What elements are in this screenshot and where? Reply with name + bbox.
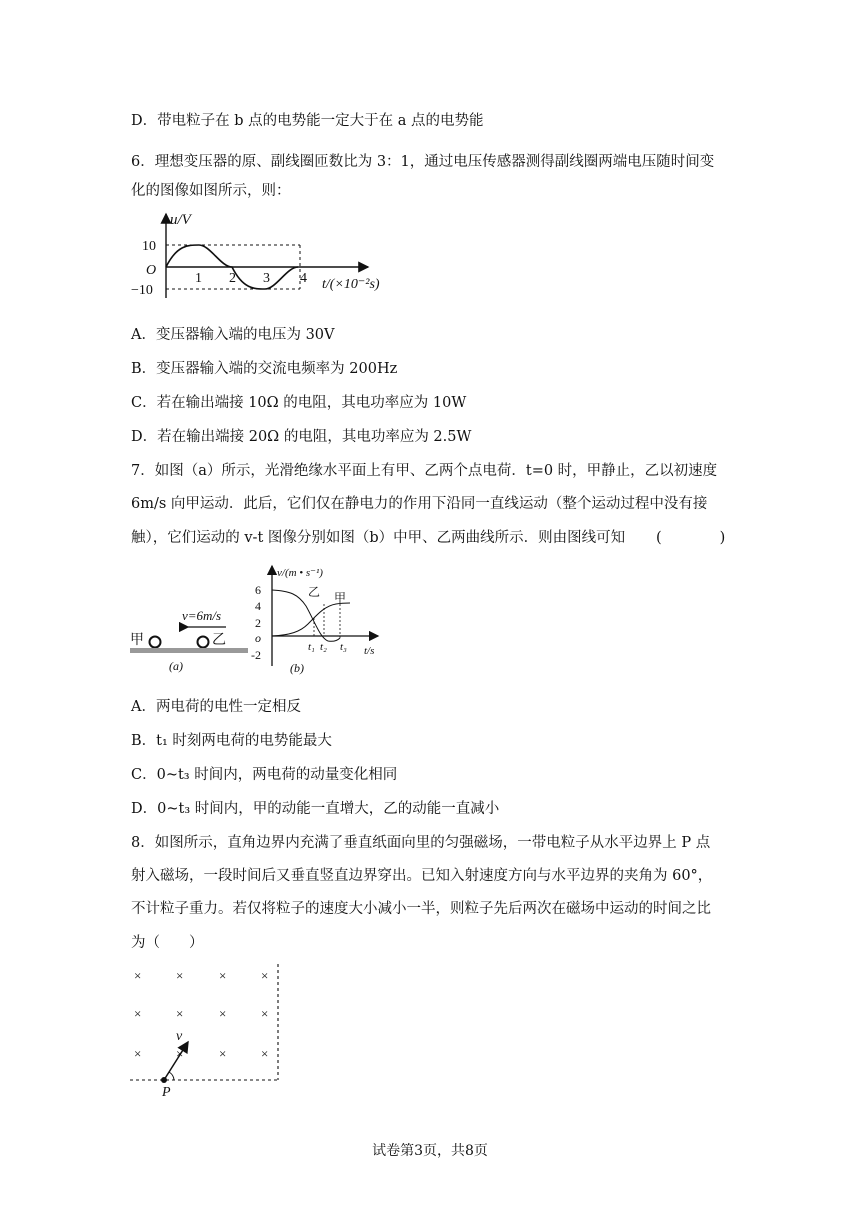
q7-figure-b xyxy=(250,560,395,680)
q7a-charge-yi xyxy=(198,637,209,648)
q6-x-tick-2: 2 xyxy=(229,271,236,286)
q7a-charge-jia-label: 甲 xyxy=(130,633,144,648)
q7a-caption: (a) xyxy=(169,659,183,673)
field-mark: × xyxy=(176,968,184,983)
q7b-curve-yi xyxy=(272,590,340,641)
field-mark: × xyxy=(219,968,227,983)
q7b-curve-yi-label: 乙 xyxy=(308,585,321,599)
q7a-charge-yi-label: 乙 xyxy=(212,633,226,648)
q6-stem-line-2: 化的图像如图所示，则： xyxy=(131,183,291,199)
q7b-curve-jia xyxy=(272,603,350,636)
q7b-x-tick-t1: t₁ xyxy=(308,641,315,653)
q7-option-a: A．两电荷的电性一定相反 xyxy=(131,699,301,715)
velocity-label: v xyxy=(176,1029,183,1044)
q6-x-tick-3: 3 xyxy=(263,271,270,286)
q8-stem-line-3: 不计粒子重力。若仅将粒子的速度大小减小一半，则粒子先后两次在磁场中运动的时间之比 xyxy=(131,901,711,917)
q6-y-axis-label: u/V xyxy=(170,212,191,228)
q7a-velocity-label: v=6m/s xyxy=(182,608,222,623)
q7b-y-axis-label: v/(m • s⁻¹) xyxy=(277,567,323,579)
q7-stem-line-2: 6m/s 向甲运动．此后，它们仅在静电力的作用下沿同一直线运动（整个运动过程中没有接 xyxy=(131,496,708,512)
q6-voltage-graph xyxy=(128,208,408,304)
q7b-x-axis-label: t/s xyxy=(364,645,375,657)
field-mark: × xyxy=(219,1006,227,1021)
q6-option-c: C．若在输出端接 10Ω 的电阻，其电功率应为 10W xyxy=(131,395,467,411)
q7b-y-tick-4: 4 xyxy=(255,599,261,613)
field-mark: × xyxy=(219,1046,227,1061)
q7-answer-bracket: ( ) xyxy=(656,530,726,546)
angle-arc xyxy=(169,1072,174,1080)
q7-stem-line-1: 7．如图（a）所示，光滑绝缘水平面上有甲、乙两个点电荷．t=0 时，甲静止，乙以初速度 xyxy=(131,463,718,479)
point-p xyxy=(161,1077,167,1083)
q7b-y-tick-6: 6 xyxy=(255,583,261,597)
q6-option-a: A．变压器输入端的电压为 30V xyxy=(131,327,335,343)
q8-stem-line-4: 为（ ） xyxy=(131,935,204,951)
q6-origin-label: O xyxy=(146,263,157,278)
q7-stem-line-3: 触），它们运动的 v-t 图像分别如图（b）中甲、乙两曲线所示．则由图线可知 xyxy=(131,530,626,546)
q8-magnetic-field-figure xyxy=(126,960,296,1100)
field-mark: × xyxy=(134,968,142,983)
field-mark: × xyxy=(261,1046,269,1061)
q6-option-b: B．变压器输入端的交流电频率为 200Hz xyxy=(131,361,398,377)
q7-option-d: D．0~t₃ 时间内，甲的动能一直增大，乙的动能一直减小 xyxy=(131,801,500,817)
q7b-x-tick-t3: t₃ xyxy=(340,641,347,653)
point-p-label: P xyxy=(162,1085,171,1100)
field-mark: × xyxy=(176,1006,184,1021)
q7b-caption: (b) xyxy=(290,661,304,675)
field-mark: × xyxy=(134,1006,142,1021)
q7a-charge-jia xyxy=(150,637,161,648)
q6-x-axis-label: t/(×10⁻²s) xyxy=(322,277,380,292)
page-footer: 试卷第3页，共8页 xyxy=(372,1143,488,1159)
field-mark: × xyxy=(176,1046,184,1061)
q6-y-tick-10: 10 xyxy=(142,239,156,254)
q6-x-tick-1: 1 xyxy=(195,271,202,286)
q5-option-d: D．带电粒子在 b 点的电势能一定大于在 a 点的电势能 xyxy=(131,113,484,129)
q7b-origin-label: o xyxy=(255,631,261,645)
q6-y-tick-neg10: −10 xyxy=(131,283,153,298)
field-mark: × xyxy=(134,1046,142,1061)
q7b-y-tick-2: 2 xyxy=(255,616,261,630)
q6-option-d: D．若在输出端接 20Ω 的电阻，其电功率应为 2.5W xyxy=(131,429,472,445)
q6-stem-line-1: 6．理想变压器的原、副线圈匝数比为 3：1，通过电压传感器测得副线圈两端电压随时间变 xyxy=(131,154,715,170)
q6-x-tick-4: 4 xyxy=(300,271,307,286)
q7b-curve-jia-label: 甲 xyxy=(334,591,347,605)
q7-option-c: C．0~t₃ 时间内，两电荷的动量变化相同 xyxy=(131,767,398,783)
q7a-surface xyxy=(130,648,248,653)
q7-figure-a xyxy=(128,600,250,676)
field-mark: × xyxy=(261,968,269,983)
field-mark: × xyxy=(261,1006,269,1021)
q7b-x-tick-t2: t₂ xyxy=(320,641,327,653)
q8-stem-line-1: 8．如图所示，直角边界内充满了垂直纸面向里的匀强磁场，一带电粒子从水平边界上 P 点 xyxy=(131,835,711,851)
q7-option-b: B．t₁ 时刻两电荷的电势能最大 xyxy=(131,733,332,749)
q8-stem-line-2: 射入磁场，一段时间后又垂直竖直边界穿出。已知入射速度方向与水平边界的夹角为 60°， xyxy=(131,868,713,884)
q7b-y-tick-neg2: -2 xyxy=(251,648,261,662)
